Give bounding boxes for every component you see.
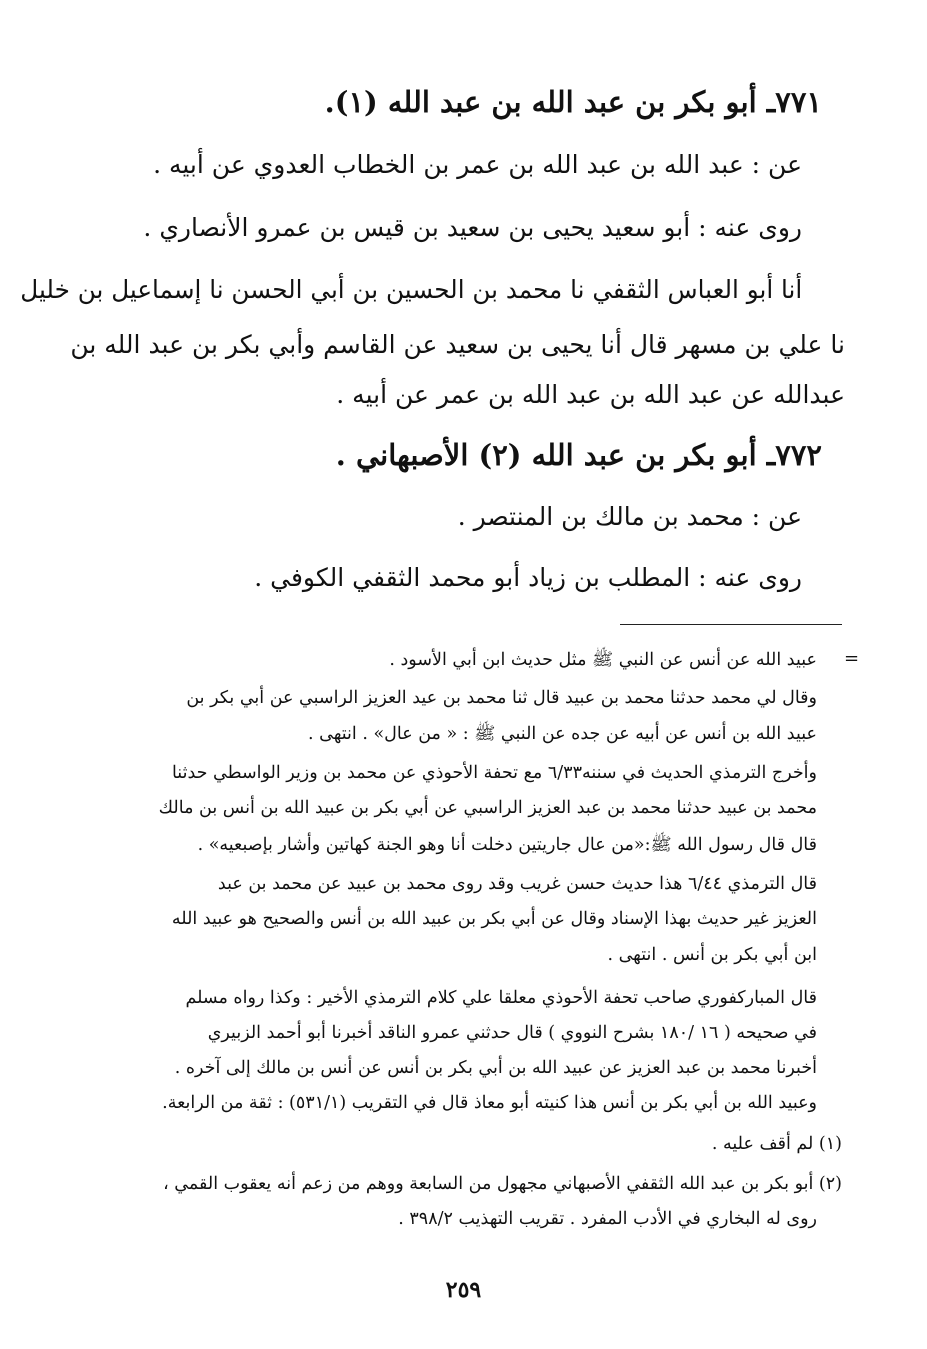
page-number: ٢٥٩	[445, 1277, 482, 1303]
footnote-line: عبيد الله عن أنس عن النبي ﷺ مثل حديث ابن أبي الأسود .	[389, 650, 817, 670]
footnote-line: محمد بن عبيد حدثنا محمد بن عبد العزيز الراسبي عن أبي بكر بن عبيد الله بن أنس بن مالك	[158, 798, 817, 818]
entry-from-771: عن : عبد الله بن عبد الله بن عمر بن الخطاب العدوي عن أبيه .	[153, 150, 802, 179]
footnote-line: وعبيد الله بن أبي بكر بن أنس هذا كنيته أبو معاذ قال في التقريب (٥٣١/١) : ثقة من الرابعة.	[162, 1093, 817, 1113]
footnote-line: وقال لي محمد حدثنا محمد بن عبيد قال ثنا محمد بن عيد العزيز الراسبي عن أبي بكر بن	[186, 688, 817, 708]
footnote-line: قال المباركفوري صاحب تحفة الأحوذي معلقا علي كلام الترمذي الأخير : وكذا رواه مسلم	[185, 988, 817, 1008]
footnote-1: (١) لم أقف عليه .	[711, 1134, 842, 1154]
footnote-2: (٢) أبو بكر بن عبد الله الثقفي الأصبهاني مجهول من السابعة ووهم من زعم أنه يعقوب القمي ،	[163, 1174, 842, 1194]
footnote-line: في صحيحه ( ١٦ /١٨٠ بشرح النووي ) قال حدثني عمرو الناقد أخبرنا أبو أحمد الزبيري	[207, 1023, 817, 1043]
entry-heading-771: ٧٧١ـ أبو بكر بن عبد الله بن عبد الله (١).	[324, 85, 822, 119]
footnote-continuation-mark: =	[844, 648, 860, 669]
footnote-2-continuation: روى له البخاري في الأدب المفرد . تقريب التهذيب ٣٩٨/٢ .	[398, 1209, 817, 1229]
footnote-separator	[620, 624, 842, 625]
footnote-line: قال الترمذي ٦/٤٤ هذا حديث حسن غريب وقد روى محمد بن عبيد عن محمد بن عبد	[217, 874, 817, 894]
footnote-line: قال قال رسول الله ﷺ:«من عال جاريتين دخلت أنا وهو الجنة كهاتين وأشار بإصبعيه» .	[197, 835, 817, 855]
footnote-line: وأخرج الترمذي الحديث في سننه٦/٣٣ مع تحفة الأحوذي عن محمد بن وزير الواسطي حدثنا	[171, 763, 817, 783]
entry-from-772: عن : محمد بن مالك بن المنتصر .	[457, 502, 802, 531]
entry-narrated-by-772: روى عنه : المطلب بن زياد أبو محمد الثقفي الكوفي .	[254, 563, 802, 592]
entry-narrated-by-771: روى عنه : أبو سعيد يحيى بن سعيد بن قيس بن عمرو الأنصاري .	[143, 213, 802, 242]
footnote-line: العزيز غير حديث بهذا الإسناد وقال عن أبي بكر بن عبيد الله بن أنس والصحيح هو عبيد الله	[171, 909, 817, 929]
isnad-line: عبدالله عن عبد الله بن عبد الله بن عمر عن أبيه .	[336, 380, 845, 409]
footnote-line: ابن أبي بكر بن أنس . انتهى .	[607, 945, 817, 965]
entry-heading-772: ٧٧٢ـ أبو بكر بن عبد الله (٢) الأصبهاني .	[335, 438, 822, 472]
isnad-line: نا علي بن مسهر قال أنا يحيى بن سعيد عن القاسم وأبي بكر بن عبد الله بن	[70, 330, 845, 359]
footnote-line: أخبرنا محمد بن عبد العزيز عن عبيد الله بن أبي بكر بن أنس عن أنس بن مالك إلى آخره .	[174, 1058, 817, 1078]
footnote-line: عبيد الله بن أنس عن أبيه عن جده عن النبي ﷺ : « من عال» . انتهى .	[308, 724, 817, 744]
isnad-line: أنا أبو العباس الثقفي نا محمد بن الحسين بن أبي الحسن نا إسماعيل بن خليل	[20, 275, 802, 304]
